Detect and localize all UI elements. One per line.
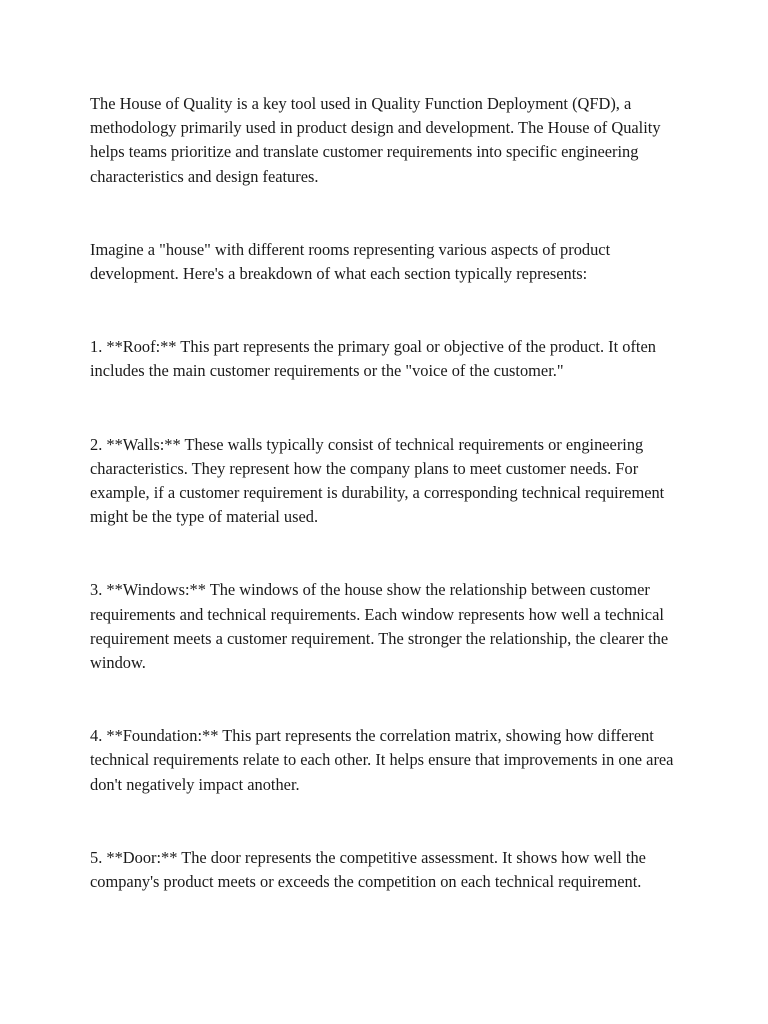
document-body	[90, 92, 680, 894]
section-door-paragraph: 5. **Door:** The door represents the competitive assessment. It shows how well the company's product meets or exceeds the competition on each technical requirement.	[90, 847, 646, 892]
section-roof-paragraph: 1. **Roof:** This part represents the primary goal or objective of the product. It often includes the main customer requirements or the "voice of the customer."	[90, 337, 656, 381]
section-foundation-paragraph: 4. **Foundation:** This part represents the correlation matrix, showing how different technical requirements relate to each other. It helps ensure that improvements in one area don't negatively impact another.	[90, 726, 674, 794]
intro-paragraph: The House of Quality is a key tool used in Quality Function Deployment (QFD), a methodology primarily used in product design and development. The House of Quality helps teams prioritize and translate customer requirements into specific engineering characteristics and design features.	[90, 94, 661, 186]
section-windows-paragraph: 3. **Windows:** The windows of the house show the relationship between customer requirements and technical requirements. Each window represents how well a technical requirement meets a customer requirement. The stronger the relationship, the clearer the window.	[90, 580, 669, 673]
house-overview-paragraph: Imagine a "house" with different rooms representing various aspects of product development. Here's a breakdown of what each section typically represents:	[90, 239, 611, 284]
section-walls-paragraph: 2. **Walls:** These walls typically consist of technical requirements or engineering characteristics. They represent how the company plans to meet customer needs. For example, if a customer requirement is durability, a corresponding technical requirement might be the type of material used.	[90, 434, 665, 527]
